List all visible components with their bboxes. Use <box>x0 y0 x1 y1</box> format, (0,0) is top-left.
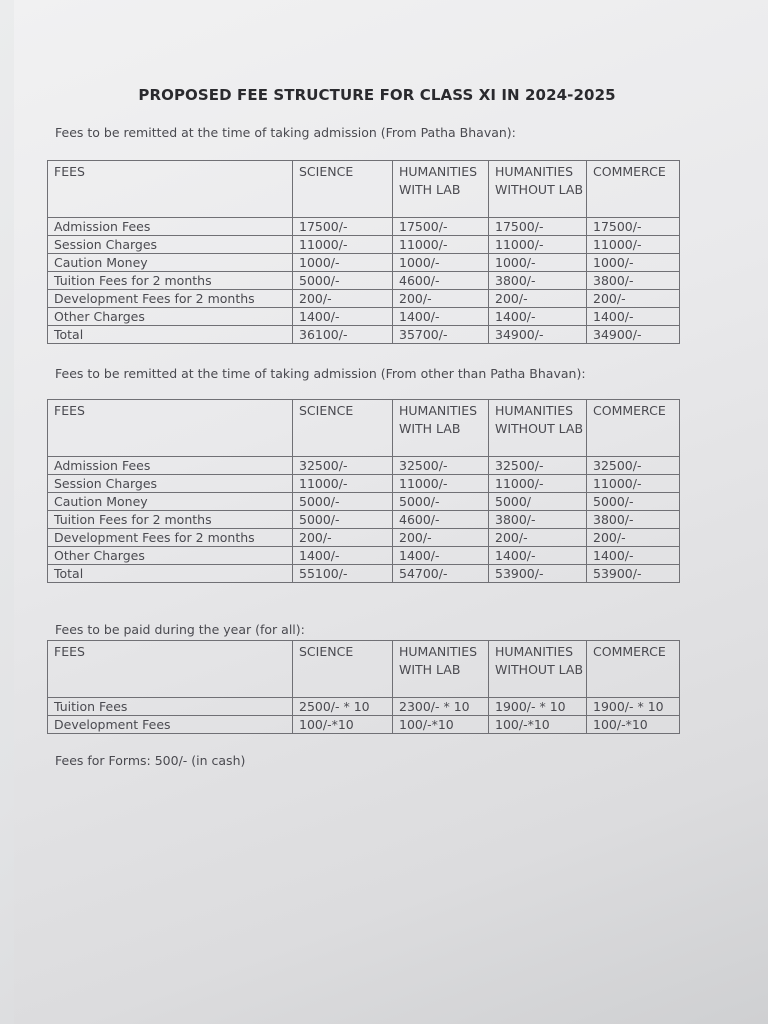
fee-amount-cell: 2500/- * 10 <box>293 698 393 716</box>
fee-amount-cell: 3800/- <box>587 511 680 529</box>
table-row <box>48 547 680 565</box>
fee-amount-cell: 17500/- <box>587 218 680 236</box>
fee-amount-cell: 200/- <box>393 529 489 547</box>
fee-label-cell: Total <box>48 326 293 344</box>
fee-amount-cell: 54700/- <box>393 565 489 583</box>
fee-amount-cell: 11000/- <box>489 475 587 493</box>
fee-amount-cell: 100/-*10 <box>393 716 489 734</box>
fee-label-cell: Total <box>48 565 293 583</box>
fee-amount-cell: 1900/- * 10 <box>489 698 587 716</box>
fee-amount-cell: 1400/- <box>393 547 489 565</box>
fee-label-cell: Admission Fees <box>48 218 293 236</box>
table-header-row <box>48 400 680 457</box>
forms-fee-note: Fees for Forms: 500/- (in cash) <box>55 753 246 768</box>
fee-amount-cell: 2300/- * 10 <box>393 698 489 716</box>
fee-amount-cell: 11000/- <box>293 236 393 254</box>
table-row <box>48 218 680 236</box>
column-header: FEES <box>48 400 293 457</box>
table-row <box>48 511 680 529</box>
table-row <box>48 493 680 511</box>
table-row <box>48 529 680 547</box>
table-header-row <box>48 641 680 698</box>
table-row <box>48 326 680 344</box>
fee-amount-cell: 53900/- <box>587 565 680 583</box>
fee-amount-cell: 34900/- <box>587 326 680 344</box>
fee-label-cell: Development Fees for 2 months <box>48 290 293 308</box>
fee-amount-cell: 1000/- <box>393 254 489 272</box>
column-header: COMMERCE <box>587 161 680 218</box>
fee-amount-cell: 1000/- <box>587 254 680 272</box>
fee-amount-cell: 1400/- <box>489 308 587 326</box>
fee-amount-cell: 3800/- <box>587 272 680 290</box>
fee-amount-cell: 100/-*10 <box>293 716 393 734</box>
fee-amount-cell: 5000/ <box>489 493 587 511</box>
column-header: HUMANITIES WITHOUT LAB <box>489 161 587 218</box>
section1-note: Fees to be remitted at the time of taking admission (From Patha Bhavan): <box>55 125 516 140</box>
fee-label-cell: Session Charges <box>48 236 293 254</box>
fee-amount-cell: 11000/- <box>587 475 680 493</box>
table-row <box>48 254 680 272</box>
column-header: HUMANITIES WITHOUT LAB <box>489 641 587 698</box>
fee-amount-cell: 11000/- <box>393 475 489 493</box>
fee-table-patha-bhavan <box>47 160 680 344</box>
fee-label-cell: Other Charges <box>48 308 293 326</box>
fee-label-cell: Development Fees for 2 months <box>48 529 293 547</box>
fee-amount-cell: 100/-*10 <box>489 716 587 734</box>
fee-amount-cell: 200/- <box>293 290 393 308</box>
fee-label-cell: Other Charges <box>48 547 293 565</box>
fee-label-cell: Admission Fees <box>48 457 293 475</box>
column-header: COMMERCE <box>587 400 680 457</box>
fee-label-cell: Tuition Fees for 2 months <box>48 511 293 529</box>
fee-amount-cell: 32500/- <box>393 457 489 475</box>
fee-amount-cell: 32500/- <box>489 457 587 475</box>
table-header-row <box>48 161 680 218</box>
fee-amount-cell: 35700/- <box>393 326 489 344</box>
fee-amount-cell: 17500/- <box>293 218 393 236</box>
column-header: SCIENCE <box>293 161 393 218</box>
column-header: HUMANITIES WITHOUT LAB <box>489 400 587 457</box>
fee-label-cell: Caution Money <box>48 254 293 272</box>
table-row <box>48 565 680 583</box>
table-row <box>48 698 680 716</box>
fee-amount-cell: 5000/- <box>293 511 393 529</box>
column-header: SCIENCE <box>293 400 393 457</box>
fee-amount-cell: 200/- <box>489 529 587 547</box>
fee-amount-cell: 11000/- <box>293 475 393 493</box>
column-header: FEES <box>48 161 293 218</box>
table-row <box>48 290 680 308</box>
fee-amount-cell: 1000/- <box>293 254 393 272</box>
fee-label-cell: Caution Money <box>48 493 293 511</box>
table-row <box>48 475 680 493</box>
fee-amount-cell: 100/-*10 <box>587 716 680 734</box>
fee-amount-cell: 200/- <box>393 290 489 308</box>
fee-amount-cell: 200/- <box>587 529 680 547</box>
fee-amount-cell: 200/- <box>489 290 587 308</box>
fee-amount-cell: 1400/- <box>393 308 489 326</box>
fee-amount-cell: 34900/- <box>489 326 587 344</box>
fee-amount-cell: 17500/- <box>393 218 489 236</box>
table-row <box>48 236 680 254</box>
fee-amount-cell: 5000/- <box>293 272 393 290</box>
column-header: HUMANITIES WITH LAB <box>393 161 489 218</box>
column-header: HUMANITIES WITH LAB <box>393 400 489 457</box>
column-header: FEES <box>48 641 293 698</box>
fee-amount-cell: 200/- <box>587 290 680 308</box>
fee-amount-cell: 4600/- <box>393 272 489 290</box>
fee-amount-cell: 1400/- <box>587 547 680 565</box>
fee-amount-cell: 4600/- <box>393 511 489 529</box>
fee-label-cell: Tuition Fees <box>48 698 293 716</box>
fee-amount-cell: 11000/- <box>489 236 587 254</box>
document-title: PROPOSED FEE STRUCTURE FOR CLASS XI IN 2024-2025 <box>138 86 616 104</box>
fee-amount-cell: 55100/- <box>293 565 393 583</box>
fee-amount-cell: 5000/- <box>293 493 393 511</box>
fee-amount-cell: 5000/- <box>587 493 680 511</box>
fee-amount-cell: 3800/- <box>489 272 587 290</box>
column-header: SCIENCE <box>293 641 393 698</box>
table-row <box>48 457 680 475</box>
fee-amount-cell: 1400/- <box>293 547 393 565</box>
column-header: HUMANITIES WITH LAB <box>393 641 489 698</box>
table-row <box>48 272 680 290</box>
fee-amount-cell: 11000/- <box>393 236 489 254</box>
table-row <box>48 716 680 734</box>
fee-amount-cell: 1400/- <box>489 547 587 565</box>
fee-amount-cell: 53900/- <box>489 565 587 583</box>
fee-label-cell: Session Charges <box>48 475 293 493</box>
column-header: COMMERCE <box>587 641 680 698</box>
fee-amount-cell: 32500/- <box>293 457 393 475</box>
fee-amount-cell: 17500/- <box>489 218 587 236</box>
fee-amount-cell: 1000/- <box>489 254 587 272</box>
section3-note: Fees to be paid during the year (for all): <box>55 622 305 637</box>
fee-label-cell: Development Fees <box>48 716 293 734</box>
fee-amount-cell: 36100/- <box>293 326 393 344</box>
section2-note: Fees to be remitted at the time of taking admission (From other than Patha Bhavan): <box>55 366 586 381</box>
fee-table-during-year <box>47 640 680 734</box>
fee-amount-cell: 5000/- <box>393 493 489 511</box>
fee-amount-cell: 1400/- <box>587 308 680 326</box>
fee-table-other-schools <box>47 399 680 583</box>
table-row <box>48 308 680 326</box>
fee-amount-cell: 1900/- * 10 <box>587 698 680 716</box>
fee-amount-cell: 32500/- <box>587 457 680 475</box>
fee-amount-cell: 11000/- <box>587 236 680 254</box>
fee-amount-cell: 1400/- <box>293 308 393 326</box>
fee-label-cell: Tuition Fees for 2 months <box>48 272 293 290</box>
fee-amount-cell: 3800/- <box>489 511 587 529</box>
fee-amount-cell: 200/- <box>293 529 393 547</box>
